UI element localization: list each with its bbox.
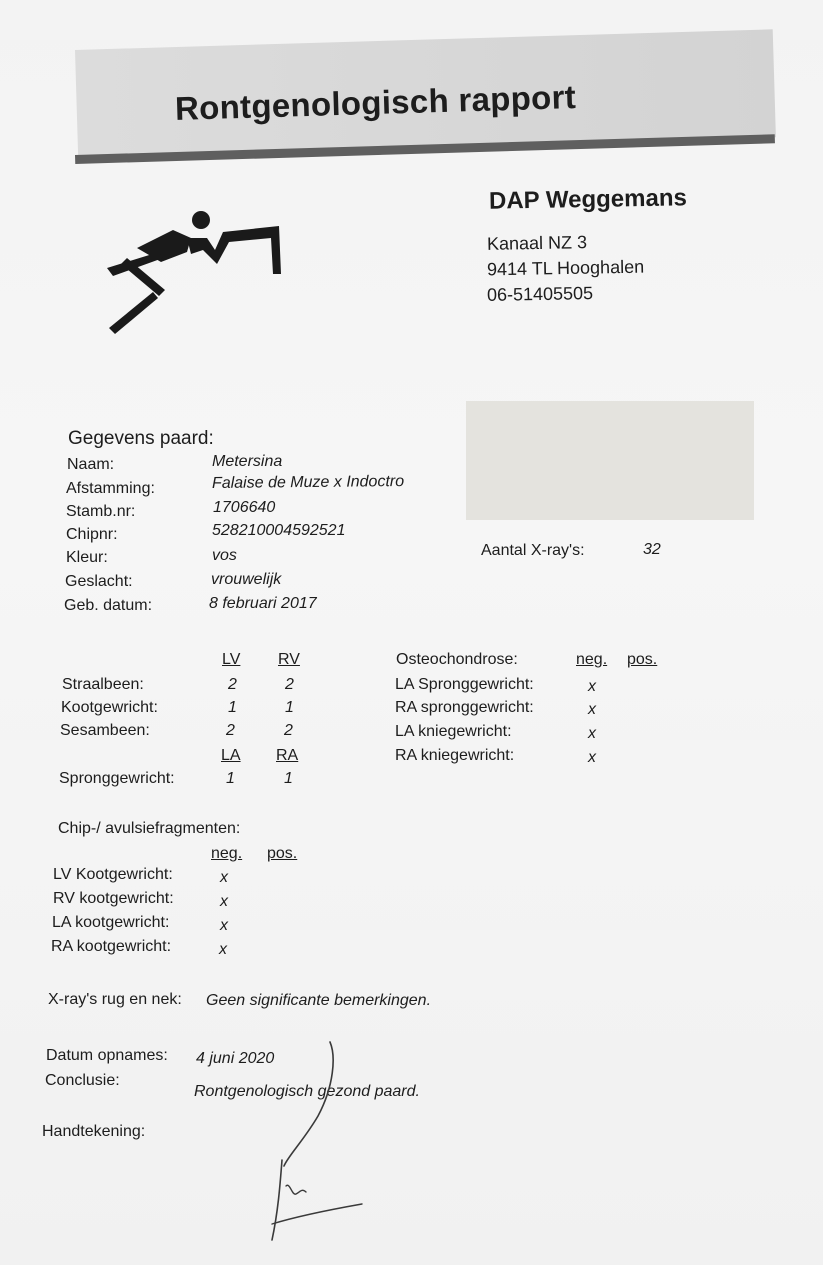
report-title: Rontgenologisch rapport (174, 78, 577, 127)
field-value-naam: Metersina (212, 453, 283, 470)
date-value: 4 juni 2020 (196, 1050, 275, 1067)
hock-la: 1 (226, 770, 235, 787)
field-value-kleur: vos (212, 547, 237, 564)
chip-pos-header: pos. (267, 845, 298, 862)
chip-row-mark: x (220, 869, 228, 886)
field-value-geb-datum: 8 februari 2017 (209, 595, 317, 612)
xray-count-value: 32 (643, 541, 661, 558)
chip-row-mark: x (220, 893, 228, 910)
date-label: Datum opnames: (46, 1047, 168, 1064)
field-label-afstamming: Afstamming: (66, 480, 155, 497)
osteo-title: Osteochondrose: (396, 651, 518, 668)
company-address-line2: 9414 TL Hooghalen (486, 256, 645, 280)
xray-count-label: Aantal X-ray's: (481, 542, 585, 559)
limb-row-rv: 2 (285, 676, 294, 693)
horse-jumping-logo-icon (103, 208, 293, 338)
osteo-row-label: RA spronggewricht: (395, 699, 534, 716)
conclusion-value: Rontgenologisch gezond paard. (194, 1083, 420, 1100)
field-label-kleur: Kleur: (66, 549, 108, 566)
osteo-pos-header: pos. (627, 651, 658, 668)
chip-neg-header: neg. (211, 845, 243, 862)
chip-row-mark: x (220, 917, 228, 934)
hock-label: Spronggewricht: (59, 770, 175, 787)
osteo-row-label: RA kniegewricht: (395, 747, 515, 764)
limb-row-rv: 1 (285, 699, 294, 716)
osteo-row-mark: x (588, 749, 596, 766)
limb-col-ra: RA (276, 747, 299, 764)
limb-row-lv: 2 (226, 722, 235, 739)
field-label-geb-datum: Geb. datum: (64, 597, 153, 614)
limb-row-label: Kootgewricht: (61, 699, 158, 716)
conclusion-label: Conclusie: (45, 1072, 120, 1089)
chip-row-label: RA kootgewricht: (51, 938, 172, 955)
osteo-row-mark: x (588, 725, 596, 742)
company-address-line1: Kanaal NZ 3 (486, 232, 588, 254)
field-label-stamb: Stamb.nr: (66, 503, 136, 520)
handwritten-signature (258, 1036, 378, 1246)
osteo-row-label: LA kniegewricht: (395, 723, 512, 740)
xray-back-value: Geen significante bemerkingen. (206, 992, 432, 1009)
osteo-row-mark: x (588, 678, 596, 695)
field-value-chipnr: 528210004592521 (212, 522, 346, 539)
osteo-row-label: LA Spronggewricht: (395, 676, 534, 693)
chip-row-mark: x (219, 941, 227, 958)
field-value-afstamming: Falaise de Muze x Indoctro (211, 472, 405, 493)
limb-col-rv: RV (278, 651, 300, 668)
limb-row-lv: 1 (228, 699, 237, 716)
horse-section-title: Gegevens paard: (68, 428, 214, 449)
company-phone: 06-51405505 (486, 283, 594, 305)
company-name: DAP Weggemans (488, 184, 688, 215)
chip-row-label: LV Kootgewricht: (53, 866, 173, 883)
field-label-chipnr: Chipnr: (66, 526, 118, 543)
osteo-neg-header: neg. (576, 651, 608, 668)
limb-row-rv: 2 (284, 722, 293, 739)
signature-label: Handtekening: (42, 1123, 146, 1140)
chip-row-label: RV kootgewricht: (53, 890, 174, 907)
field-value-geslacht: vrouwelijk (211, 571, 282, 588)
limb-col-la: LA (221, 747, 241, 764)
redacted-area (466, 401, 754, 520)
hock-ra: 1 (284, 770, 293, 787)
limb-row-label: Sesambeen: (60, 722, 150, 739)
limb-col-lv: LV (222, 651, 241, 668)
limb-row-label: Straalbeen: (62, 676, 144, 693)
field-label-geslacht: Geslacht: (65, 573, 133, 590)
field-label-naam: Naam: (67, 456, 115, 473)
chip-section-title: Chip-/ avulsiefragmenten: (58, 820, 241, 837)
limb-row-lv: 2 (228, 676, 237, 693)
osteo-row-mark: x (588, 701, 596, 718)
field-value-stamb: 1706640 (213, 499, 276, 516)
xray-back-label: X-ray's rug en nek: (48, 991, 182, 1008)
chip-row-label: LA kootgewricht: (52, 914, 170, 931)
